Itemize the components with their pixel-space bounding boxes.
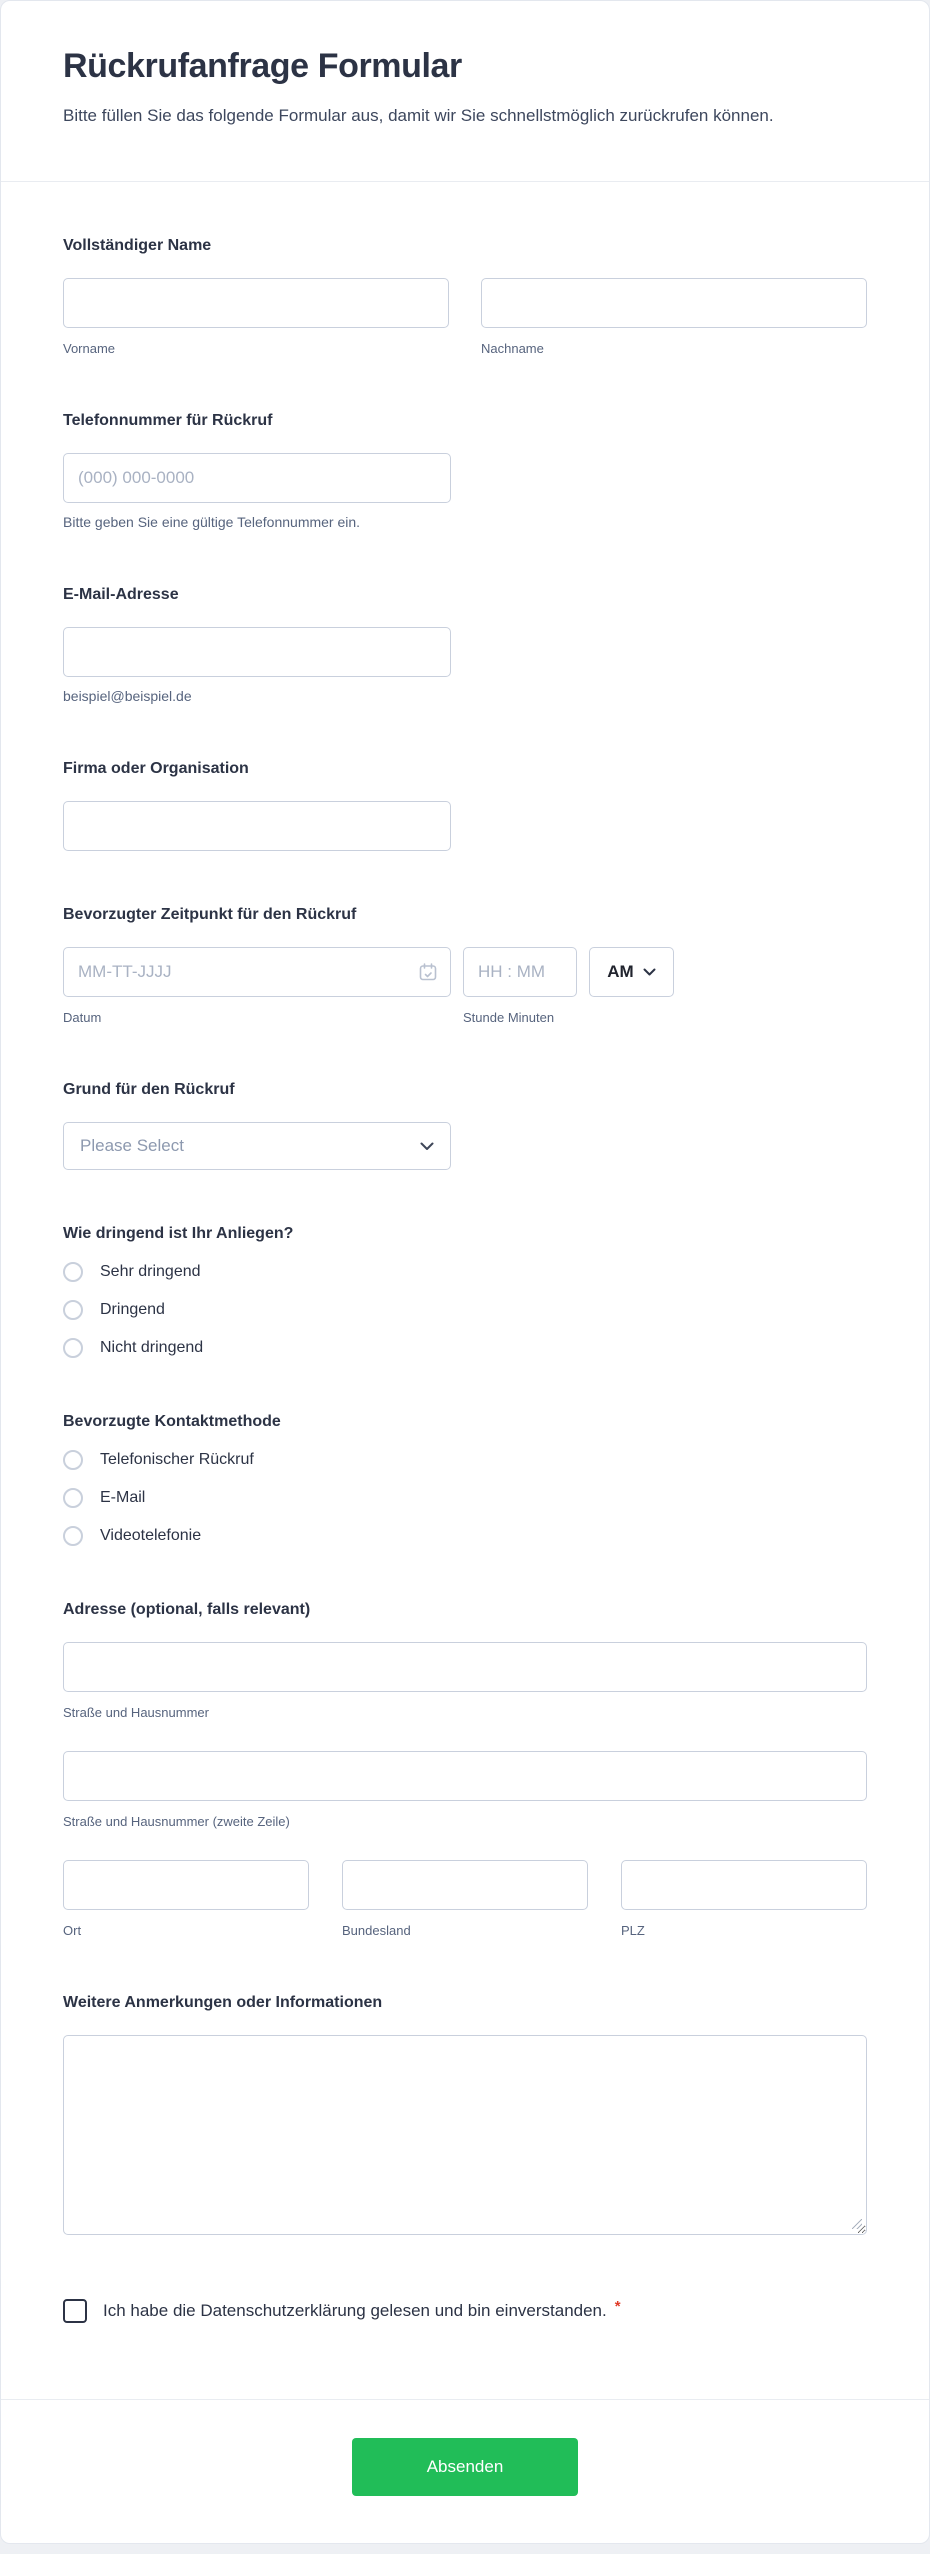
page-title: Rückrufanfrage Formular (63, 47, 462, 85)
question-email (63, 585, 867, 705)
radio-button[interactable] (63, 1262, 83, 1282)
notes-label: Weitere Anmerkungen oder Informationen (63, 1994, 383, 2011)
chevron-down-icon (420, 1142, 434, 1151)
required-asterisk: * (614, 2298, 621, 2315)
question-contact-method (63, 1412, 867, 1546)
calendar-icon[interactable] (418, 962, 438, 982)
question-reason (63, 1080, 867, 1170)
contact-method-label: Bevorzugte Kontaktmethode (63, 1413, 281, 1430)
radio-button[interactable] (63, 1526, 83, 1546)
question-full-name (63, 236, 867, 357)
city-input[interactable] (63, 1860, 309, 1910)
radio-button[interactable] (63, 1338, 83, 1358)
reason-select-placeholder: Please Select (80, 1136, 184, 1155)
address-line2-input[interactable] (63, 1751, 867, 1801)
notes-textarea[interactable] (63, 2035, 867, 2235)
last-name-input[interactable] (481, 278, 867, 328)
reason-select[interactable] (63, 1122, 451, 1170)
question-urgency (63, 1224, 867, 1358)
state-input[interactable] (342, 1860, 588, 1910)
form-body (1, 182, 929, 2323)
date-sublabel: Datum (63, 1010, 102, 1025)
radio-option-label: E-Mail (100, 1489, 146, 1506)
first-name-sublabel: Vorname (63, 341, 116, 356)
form-header (1, 1, 929, 182)
contact-option-email[interactable] (63, 1488, 867, 1508)
last-name-sublabel: Nachname (481, 341, 544, 356)
urgency-option-dringend[interactable] (63, 1300, 867, 1320)
datetime-label: Bevorzugter Zeitpunkt für den Rückruf (63, 906, 357, 923)
question-datetime (63, 905, 867, 1026)
page-subtitle: Bitte füllen Sie das folgende Formular aus, damit wir Sie schnellstmöglich zurückrufen können. (63, 106, 774, 125)
ampm-value: AM (607, 962, 634, 981)
chevron-down-icon (643, 968, 656, 976)
time-sublabel: Stunde Minuten (463, 1010, 555, 1025)
radio-option-label: Dringend (100, 1301, 165, 1318)
zip-input[interactable] (621, 1860, 867, 1910)
urgency-label: Wie dringend ist Ihr Anliegen? (63, 1225, 294, 1242)
company-input[interactable] (63, 801, 451, 851)
urgency-option-sehr-dringend[interactable] (63, 1262, 867, 1282)
address-line1-sublabel: Straße und Hausnummer (63, 1705, 209, 1720)
contact-option-videotelefonie[interactable] (63, 1526, 867, 1546)
urgency-option-nicht-dringend[interactable] (63, 1338, 867, 1358)
question-address (63, 1600, 867, 1939)
phone-label: Telefonnummer für Rückruf (63, 412, 273, 429)
radio-button[interactable] (63, 1450, 83, 1470)
phone-input[interactable] (63, 453, 451, 503)
submit-button[interactable]: Absenden (352, 2438, 578, 2496)
email-helper: beispiel@beispiel.de (63, 688, 192, 704)
radio-option-label: Telefonischer Rückruf (100, 1451, 254, 1468)
ampm-select[interactable] (589, 947, 674, 997)
radio-button[interactable] (63, 1300, 83, 1320)
contact-option-telefonischer-rueckruf[interactable] (63, 1450, 867, 1470)
question-notes (63, 1993, 867, 2235)
form-footer (1, 2400, 929, 2543)
consent-label-text: Ich habe die Datenschutzerklärung gelesen und bin einverstanden. (103, 2301, 607, 2320)
radio-option-label: Sehr dringend (100, 1263, 201, 1280)
state-sublabel: Bundesland (342, 1923, 411, 1938)
phone-helper: Bitte geben Sie eine gültige Telefonnummer ein. (63, 514, 361, 530)
question-phone (63, 411, 867, 531)
company-label: Firma oder Organisation (63, 760, 249, 777)
address-label: Adresse (optional, falls relevant) (63, 1601, 311, 1618)
address-line2-sublabel: Straße und Hausnummer (zweite Zeile) (63, 1814, 290, 1829)
reason-label: Grund für den Rückruf (63, 1081, 235, 1098)
question-company (63, 759, 867, 851)
first-name-input[interactable] (63, 278, 449, 328)
email-label: E-Mail-Adresse (63, 586, 179, 603)
question-consent (63, 2299, 867, 2323)
radio-option-label: Nicht dringend (100, 1339, 204, 1356)
zip-sublabel: PLZ (621, 1923, 645, 1938)
consent-checkbox[interactable] (63, 2299, 87, 2323)
email-input[interactable] (63, 627, 451, 677)
address-line1-input[interactable] (63, 1642, 867, 1692)
city-sublabel: Ort (63, 1923, 82, 1938)
radio-button[interactable] (63, 1488, 83, 1508)
full-name-label: Vollständiger Name (63, 237, 212, 254)
date-input[interactable] (63, 947, 451, 997)
time-input[interactable] (463, 947, 577, 997)
radio-option-label: Videotelefonie (100, 1527, 202, 1544)
consent-label (103, 2298, 621, 2321)
